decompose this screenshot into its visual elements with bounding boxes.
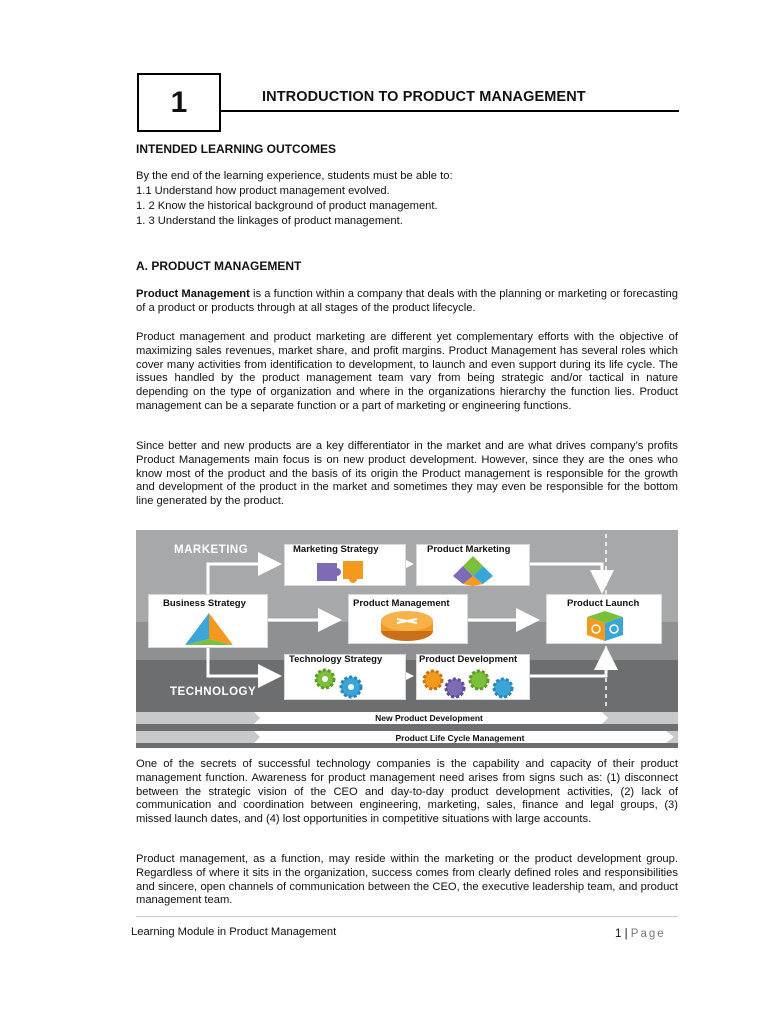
business-strategy-box xyxy=(148,594,268,648)
paragraph-3: Since better and new products are a key differentiator in the market and are what drives company’s profits Product Managements main focus is on new product development. However, since they are the ones who know most of the product and the basis of its origin the Product management is responsible for the growth and development of the product in the market and sometimes they may even be responsible for the bottom line generated by the product. xyxy=(136,440,678,508)
marketing-strategy-label: Marketing Strategy xyxy=(293,544,379,555)
product-management-diagram xyxy=(136,530,678,748)
paragraph-2: Product management and product marketing are different yet complementary efforts with the objective of maximizing sales revenues, market share, and profit margins. Product Management has several roles which cover many activities from identification to development, to launch and even support during its life cycle. The issues handled by the product management team vary from being strategic and/or tactical in nature depending on the type of organization and where in the organizations hierarchy the function lies. Product management can be a separate function or a part of marketing or engineering functions. xyxy=(136,331,678,412)
outcomes-intro: By the end of the learning experience, students must be able to: xyxy=(136,170,453,182)
paragraph-1 xyxy=(136,288,678,316)
outcomes-heading: INTENDED LEARNING OUTCOMES xyxy=(136,142,337,156)
title-rule xyxy=(221,110,679,112)
section-a-heading: A. PRODUCT MANAGEMENT xyxy=(136,259,302,273)
chapter-number-box xyxy=(137,73,221,132)
product-marketing-label: Product Marketing xyxy=(427,544,511,555)
product-development-box xyxy=(416,654,530,700)
footer-page-number xyxy=(615,928,666,940)
outcome-item: 1.1 Understand how product management evolved. xyxy=(136,185,390,197)
product-launch-label: Product Launch xyxy=(567,598,640,609)
router-icon xyxy=(379,609,435,643)
term-product-management: Product Management xyxy=(136,288,250,300)
chapter-number: 1 xyxy=(170,85,188,119)
marketing-strategy-box xyxy=(284,544,406,586)
product-management-label: Product Management xyxy=(353,598,450,609)
paragraph-5: Product management, as a function, may reside within the marketing or the product development group. Regardless of where it sits in the organization, success comes from clearly defined roles and responsibilities and sincere, open channels of communication between the CEO, the executive leadership team, and product management team. xyxy=(136,853,678,907)
pyramid-icon xyxy=(183,611,237,647)
page-number: 1 xyxy=(615,928,622,940)
gears-cluster-icon xyxy=(419,666,525,700)
technology-strategy-label: Technology Strategy xyxy=(289,654,383,665)
paragraph-4: One of the secrets of successful technology companies is the capability and capacity of their product management function. Awareness for product management need arises from signs such as: (1) disconnect between the strategic vision of the CEO and day-to-day product development activities, (2) lack of communication and coordination between engineering, marketing, sales, finance and legal groups, (3) missed launch dates, and (4) lost opportunities in competitive situations with large accounts. xyxy=(136,758,678,826)
outcome-item: 1. 3 Understand the linkages of product management. xyxy=(136,215,403,227)
product-development-label: Product Development xyxy=(419,654,518,665)
puzzle-icon xyxy=(313,557,373,585)
footer-rule xyxy=(136,916,678,917)
outcome-item: 1. 2 Know the historical background of product management. xyxy=(136,200,438,212)
product-management-box xyxy=(348,594,468,644)
cube-icon xyxy=(581,609,629,643)
plcm-band-label: Product Life Cycle Management xyxy=(395,733,525,743)
page-word: Page xyxy=(630,928,666,940)
product-launch-box xyxy=(546,594,662,644)
technology-strategy-box xyxy=(284,654,406,700)
footer-module-title: Learning Module in Product Management xyxy=(131,926,337,938)
paragraph-1-text: is a function within a company that deals with the planning or marketing or forecasting of a product or products through at all stages of the product lifecycle. xyxy=(136,288,678,314)
page-separator: | xyxy=(621,928,631,940)
product-marketing-box xyxy=(416,544,530,586)
marketing-lane-label: MARKETING xyxy=(174,544,249,556)
gears-icon xyxy=(311,667,371,699)
npd-band-label: New Product Development xyxy=(375,713,483,723)
puzzle-diamond-icon xyxy=(451,554,495,586)
business-strategy-label: Business Strategy xyxy=(163,598,246,609)
chapter-title: INTRODUCTION TO PRODUCT MANAGEMENT xyxy=(262,89,586,105)
technology-lane-label: TECHNOLOGY xyxy=(170,686,257,698)
